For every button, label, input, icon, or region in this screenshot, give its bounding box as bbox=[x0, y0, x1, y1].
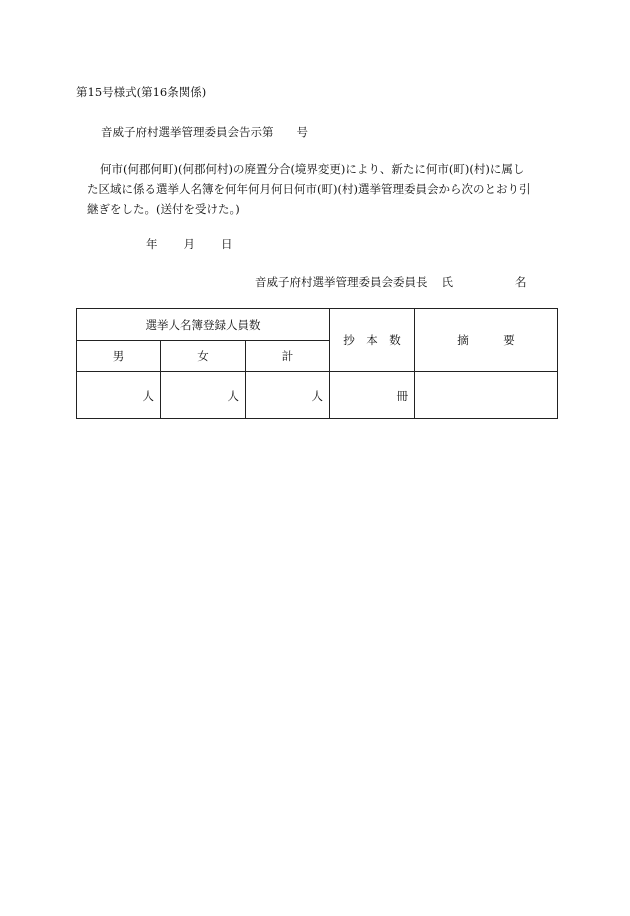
date-month: 月 bbox=[183, 237, 195, 251]
header-summary: 摘 要 bbox=[415, 309, 558, 372]
cell-male bbox=[77, 372, 161, 419]
body-text-line: 何市(何郡何町)(何郡何村)の廃置分合(境界変更)により、新たに何市(町)(村)に属し bbox=[100, 162, 525, 176]
body-text-line: た区域に係る選挙人名簿を何年何月何日何市(町)(村)選挙管理委員会から次のとおり引 bbox=[87, 182, 531, 196]
cell-copies bbox=[330, 372, 415, 419]
chairperson-mei: 名 bbox=[515, 275, 527, 289]
date-line bbox=[146, 236, 233, 252]
unit-person: 人 bbox=[311, 389, 324, 403]
roster-table bbox=[76, 308, 558, 419]
notice-title: 音威子府村選挙管理委員会告示第 号 bbox=[101, 125, 308, 139]
header-registered-count: 選挙人名簿登録人員数 bbox=[77, 309, 330, 341]
cell-total bbox=[246, 372, 330, 419]
cell-summary bbox=[415, 372, 558, 419]
unit-person: 人 bbox=[227, 389, 239, 403]
chairperson-line bbox=[255, 274, 527, 290]
cell-female bbox=[161, 372, 246, 419]
header-total: 計 bbox=[246, 341, 330, 372]
unit-person: 人 bbox=[142, 389, 154, 403]
unit-volume: 冊 bbox=[396, 389, 409, 403]
date-day: 日 bbox=[221, 237, 233, 251]
header-female: 女 bbox=[161, 341, 246, 372]
chairperson-shi: 氏 bbox=[441, 275, 453, 289]
date-year: 年 bbox=[146, 237, 158, 251]
header-male: 男 bbox=[77, 341, 161, 372]
header-copies: 抄 本 数 bbox=[330, 309, 415, 372]
form-number: 第15号様式(第16条関係) bbox=[76, 85, 207, 99]
chairperson-title: 音威子府村選挙管理委員会委員長 bbox=[255, 275, 428, 289]
body-text-line: 継ぎをした。(送付を受けた。) bbox=[87, 202, 240, 216]
